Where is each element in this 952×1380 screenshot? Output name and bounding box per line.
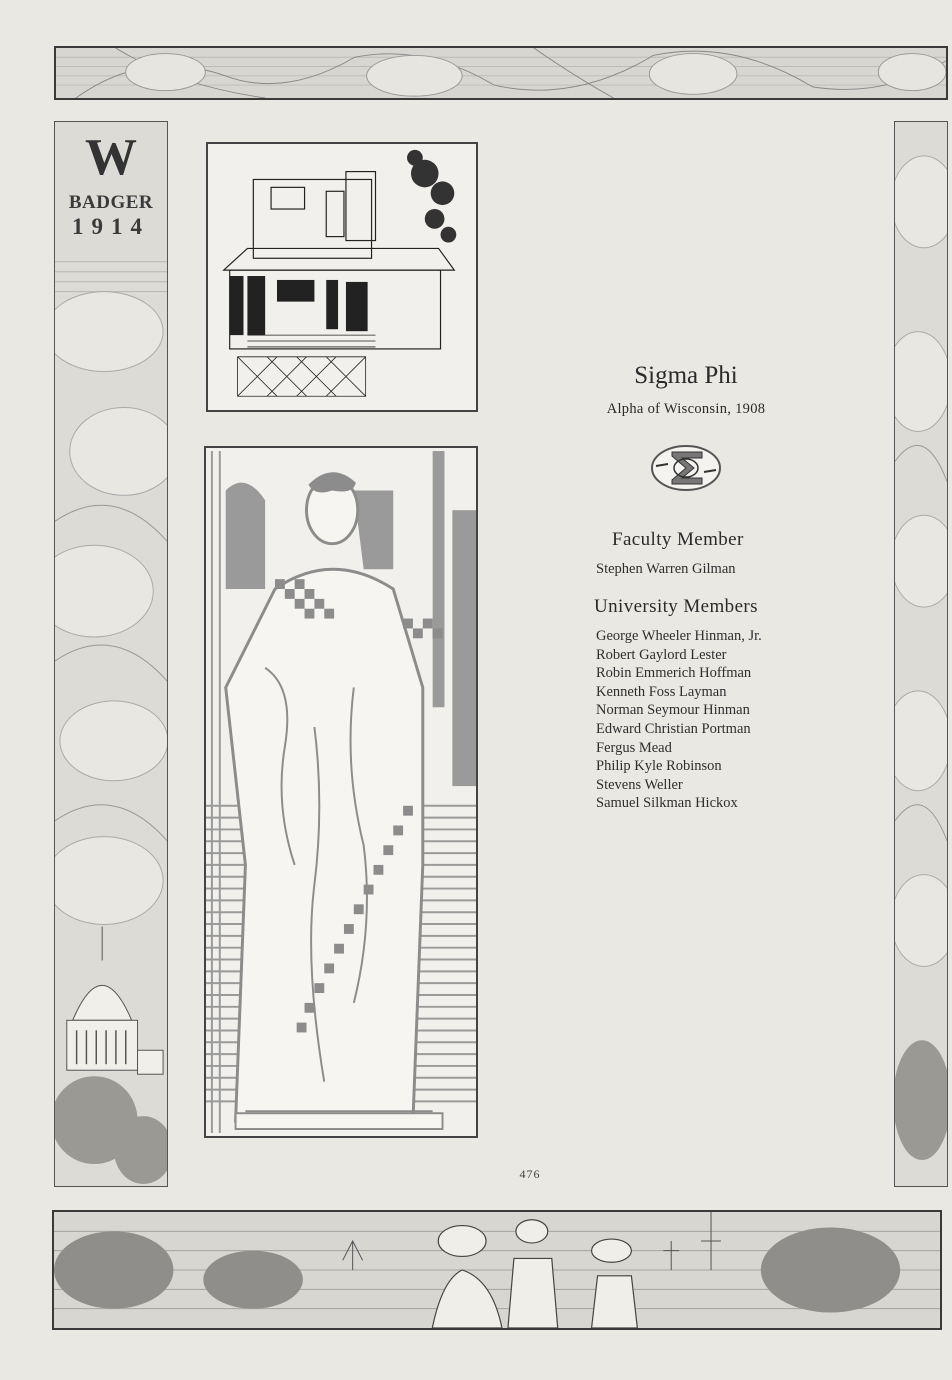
- university-heading: University Members: [594, 596, 758, 617]
- sigma-phi-crest-icon: [648, 438, 724, 498]
- list-item: Robert Gaylord Lester: [596, 646, 727, 663]
- faculty-list: [596, 560, 736, 579]
- badger-title: BADGER: [68, 192, 154, 213]
- list-item: Kenneth Foss Layman: [596, 683, 727, 700]
- list-item: George Wheeler Hinman, Jr.: [596, 628, 762, 644]
- badger-year: 1914: [72, 214, 150, 239]
- list-item: Robin Emmerich Hoffman: [596, 665, 752, 682]
- list-item: Stephen Warren Gilman: [596, 561, 736, 577]
- faculty-heading: Faculty Member: [612, 529, 744, 550]
- badger-w-letter: W: [85, 129, 137, 186]
- list-item: Edward Christian Portman: [596, 720, 751, 737]
- chapter-house-illustration: [206, 142, 478, 412]
- chapter-subtitle: Alpha of Wisconsin, 1908: [606, 401, 766, 417]
- list-item: Fergus Mead: [596, 739, 672, 756]
- list-item: Stevens Weller: [596, 776, 683, 793]
- list-item: Samuel Silkman Hickox: [596, 795, 738, 812]
- list-item: Philip Kyle Robinson: [596, 758, 722, 775]
- university-list: [596, 627, 762, 813]
- list-item: Norman Seymour Hinman: [596, 702, 750, 719]
- top-decorative-border: [54, 46, 948, 100]
- page-number: 476: [519, 1167, 541, 1181]
- left-decorative-column: [54, 121, 168, 1187]
- fraternity-title: Sigma Phi: [634, 362, 738, 389]
- right-decorative-column: [894, 121, 948, 1187]
- allegorical-figure-illustration: [204, 446, 478, 1138]
- bottom-decorative-border: [52, 1210, 942, 1330]
